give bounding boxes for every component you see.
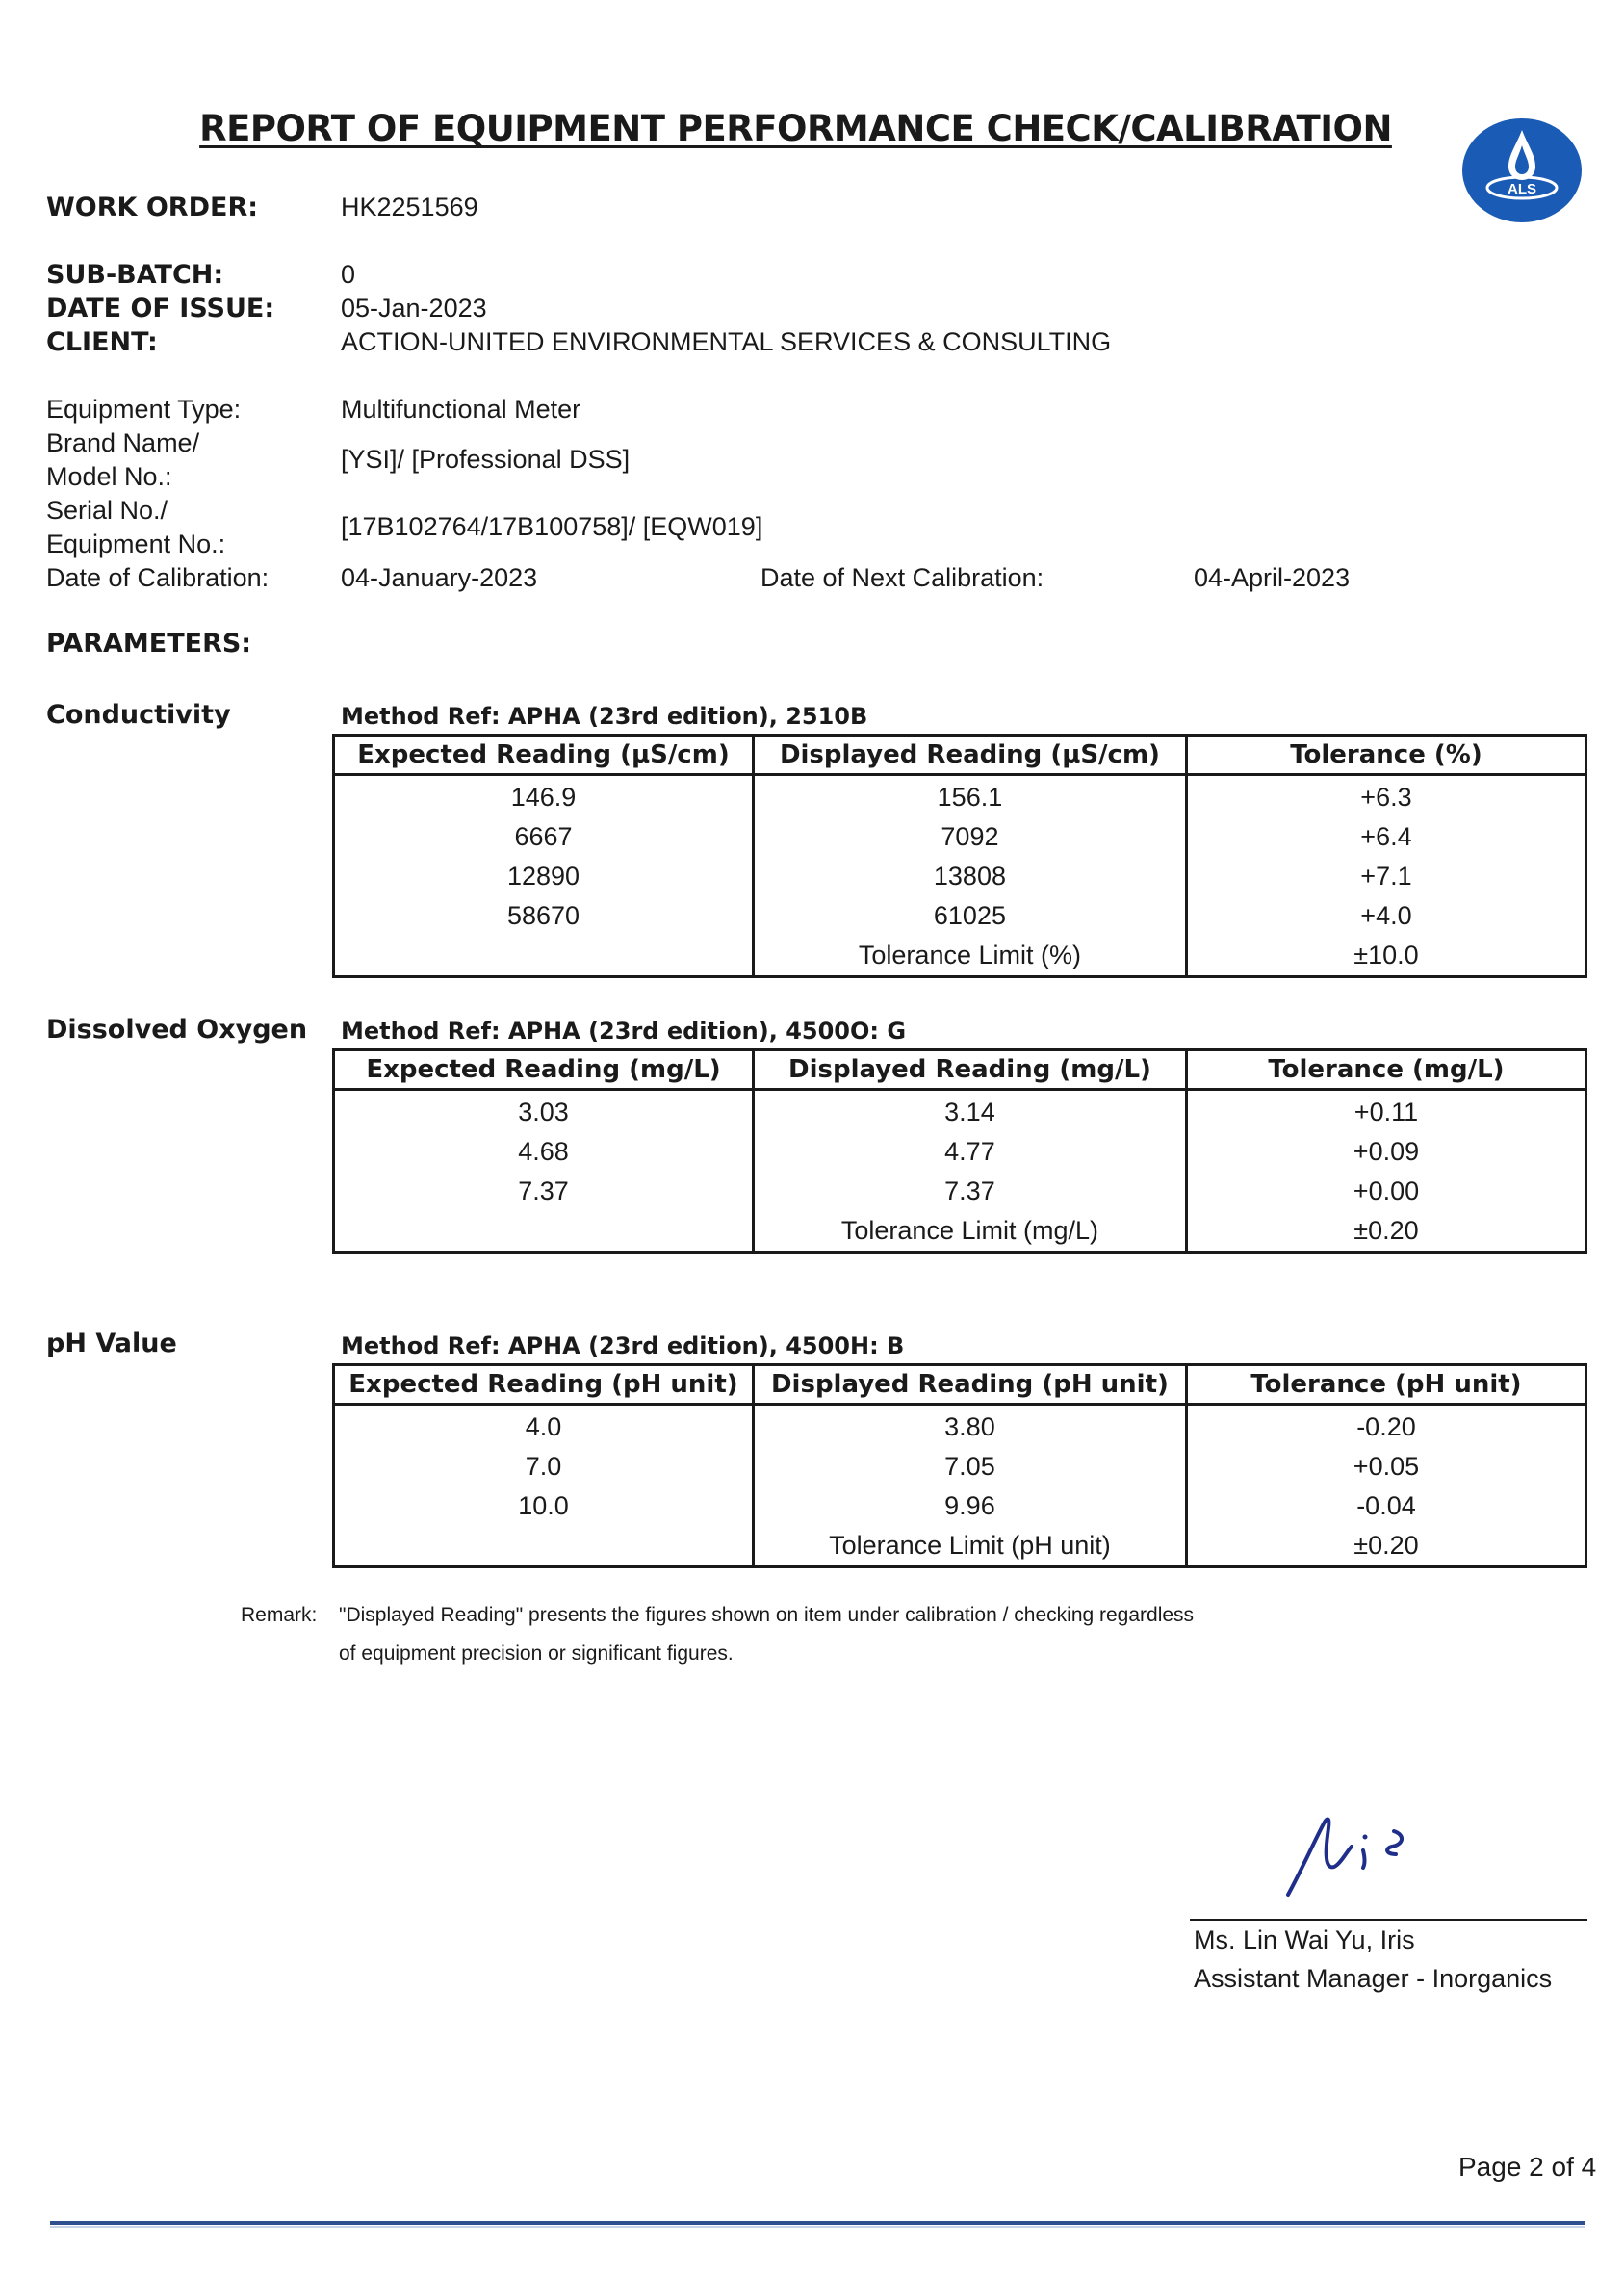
table-cell: [334, 1211, 754, 1253]
tolerance-limit-label: Tolerance Limit (%): [753, 936, 1186, 977]
table-cell: 10.0: [334, 1487, 754, 1526]
column-header: Expected Reading (mg/L): [334, 1050, 754, 1090]
column-header: Tolerance (mg/L): [1186, 1050, 1585, 1090]
table-cell: 58670: [334, 896, 754, 936]
dissolved-oxygen-table: [332, 1048, 1587, 1254]
table-cell: 156.1: [753, 775, 1186, 818]
column-header: Displayed Reading (pH unit): [753, 1365, 1186, 1405]
model-no-label: Model No.:: [46, 462, 172, 491]
table-row: [334, 1090, 1586, 1133]
signature-line: [1190, 1919, 1587, 1921]
calibration-date-label: Date of Calibration:: [46, 563, 270, 592]
equipment-type-value: Multifunctional Meter: [341, 395, 581, 424]
table-row: [334, 1132, 1586, 1172]
table-row: [334, 1172, 1586, 1211]
table-cell: [334, 936, 754, 977]
dissolved-oxygen-heading: Dissolved Oxygen: [46, 1015, 308, 1045]
table-cell: +0.05: [1353, 1452, 1420, 1481]
table-cell: 61025: [753, 896, 1186, 936]
tolerance-limit-label: Tolerance Limit (mg/L): [753, 1211, 1186, 1253]
table-cell: 6667: [334, 817, 754, 857]
table-cell: 7092: [753, 817, 1186, 857]
table-cell: +0.00: [1353, 1176, 1420, 1205]
table-cell: 4.77: [753, 1132, 1186, 1172]
calibration-date-value: 04-January-2023: [341, 563, 538, 592]
tolerance-limit-row: [334, 936, 1586, 977]
table-cell: -0.20: [1356, 1412, 1416, 1441]
table-row: [334, 1405, 1586, 1448]
table-cell: 7.05: [753, 1447, 1186, 1487]
date-of-issue-value: 05-Jan-2023: [341, 294, 487, 323]
client-label: CLIENT:: [46, 327, 158, 357]
table-row: [334, 817, 1586, 857]
parameters-heading: PARAMETERS:: [46, 629, 252, 659]
sub-batch-label: SUB-BATCH:: [46, 260, 224, 290]
table-header-row: [334, 1050, 1586, 1090]
table-cell: 4.0: [334, 1405, 754, 1448]
serial-no-label: Serial No./: [46, 496, 168, 525]
table-cell: 3.03: [334, 1090, 754, 1133]
table-cell: 3.80: [753, 1405, 1186, 1448]
table-row: [334, 896, 1586, 936]
table-cell: 7.37: [753, 1172, 1186, 1211]
table-cell: +0.11: [1353, 1098, 1419, 1126]
brand-model-value: [YSI]/ [Professional DSS]: [341, 445, 631, 474]
ph-table: [332, 1363, 1587, 1568]
page-number: Page 2 of 4: [1458, 2152, 1597, 2182]
equipment-no-label: Equipment No.:: [46, 530, 226, 558]
table-cell: 4.68: [334, 1132, 754, 1172]
report-title: REPORT OF EQUIPMENT PERFORMANCE CHECK/CALIBRATION: [199, 108, 1392, 149]
footer-rule: [50, 2221, 1585, 2225]
column-header: Tolerance (%): [1186, 736, 1585, 775]
table-cell: 13808: [753, 857, 1186, 896]
table-cell: 12890: [334, 857, 754, 896]
work-order-label: WORK ORDER:: [46, 193, 259, 222]
ph-value-heading: pH Value: [46, 1329, 177, 1358]
tolerance-limit-value: ±0.20: [1353, 1531, 1419, 1560]
table-row: [334, 1447, 1586, 1487]
sub-batch-value: 0: [341, 260, 356, 289]
table-cell: +6.4: [1360, 822, 1412, 851]
remark-label: Remark:: [241, 1604, 318, 1626]
tolerance-limit-value: ±10.0: [1353, 941, 1419, 969]
column-header: Expected Reading (µS/cm): [334, 736, 754, 775]
tolerance-limit-value: ±0.20: [1353, 1216, 1419, 1245]
als-logo: [1460, 116, 1584, 224]
conductivity-heading: Conductivity: [46, 700, 231, 730]
next-calibration-label: Date of Next Calibration:: [760, 563, 1044, 592]
remark-line-2: of equipment precision or significant figures.: [339, 1642, 734, 1665]
table-cell: +4.0: [1360, 901, 1412, 930]
conductivity-method: Method Ref: APHA (23rd edition), 2510B: [341, 703, 868, 730]
table-cell: 146.9: [334, 775, 754, 818]
tolerance-limit-row: [334, 1211, 1586, 1253]
date-of-issue-label: DATE OF ISSUE:: [46, 294, 275, 323]
table-row: [334, 857, 1586, 896]
remark-line-1: "Displayed Reading" presents the figures shown on item under calibration / checking regardless: [339, 1604, 1195, 1626]
serial-equipment-value: [17B102764/17B100758]/ [EQW019]: [341, 512, 763, 541]
work-order-value: HK2251569: [341, 193, 478, 221]
column-header: Tolerance (pH unit): [1186, 1365, 1585, 1405]
table-cell: +6.3: [1360, 783, 1412, 812]
svg-text:ALS: ALS: [1508, 181, 1536, 197]
signatory-title: Assistant Manager - Inorganics: [1194, 1964, 1553, 1993]
next-calibration-value: 04-April-2023: [1194, 563, 1351, 592]
footer-rule-shadow: [50, 2226, 1585, 2228]
table-cell: [334, 1526, 754, 1567]
table-cell: 7.37: [334, 1172, 754, 1211]
signature-image: [1271, 1791, 1444, 1906]
tolerance-limit-row: [334, 1526, 1586, 1567]
dissolved-oxygen-method: Method Ref: APHA (23rd edition), 4500O: G: [341, 1018, 907, 1045]
table-cell: -0.04: [1356, 1491, 1416, 1520]
table-cell: 3.14: [753, 1090, 1186, 1133]
table-cell: 9.96: [753, 1487, 1186, 1526]
table-header-row: [334, 1365, 1586, 1405]
column-header: Displayed Reading (mg/L): [753, 1050, 1186, 1090]
conductivity-table: [332, 734, 1587, 978]
client-value: ACTION-UNITED ENVIRONMENTAL SERVICES & CONSULTING: [341, 327, 1112, 356]
ph-method: Method Ref: APHA (23rd edition), 4500H: B: [341, 1332, 905, 1359]
table-cell: +0.09: [1353, 1137, 1420, 1166]
table-cell: +7.1: [1360, 862, 1412, 891]
brand-name-label: Brand Name/: [46, 428, 200, 457]
tolerance-limit-label: Tolerance Limit (pH unit): [753, 1526, 1186, 1567]
table-header-row: [334, 736, 1586, 775]
table-cell: 7.0: [334, 1447, 754, 1487]
column-header: Expected Reading (pH unit): [334, 1365, 754, 1405]
signatory-name: Ms. Lin Wai Yu, Iris: [1194, 1926, 1415, 1954]
column-header: Displayed Reading (µS/cm): [753, 736, 1186, 775]
table-row: [334, 775, 1586, 818]
table-row: [334, 1487, 1586, 1526]
equipment-type-label: Equipment Type:: [46, 395, 242, 424]
